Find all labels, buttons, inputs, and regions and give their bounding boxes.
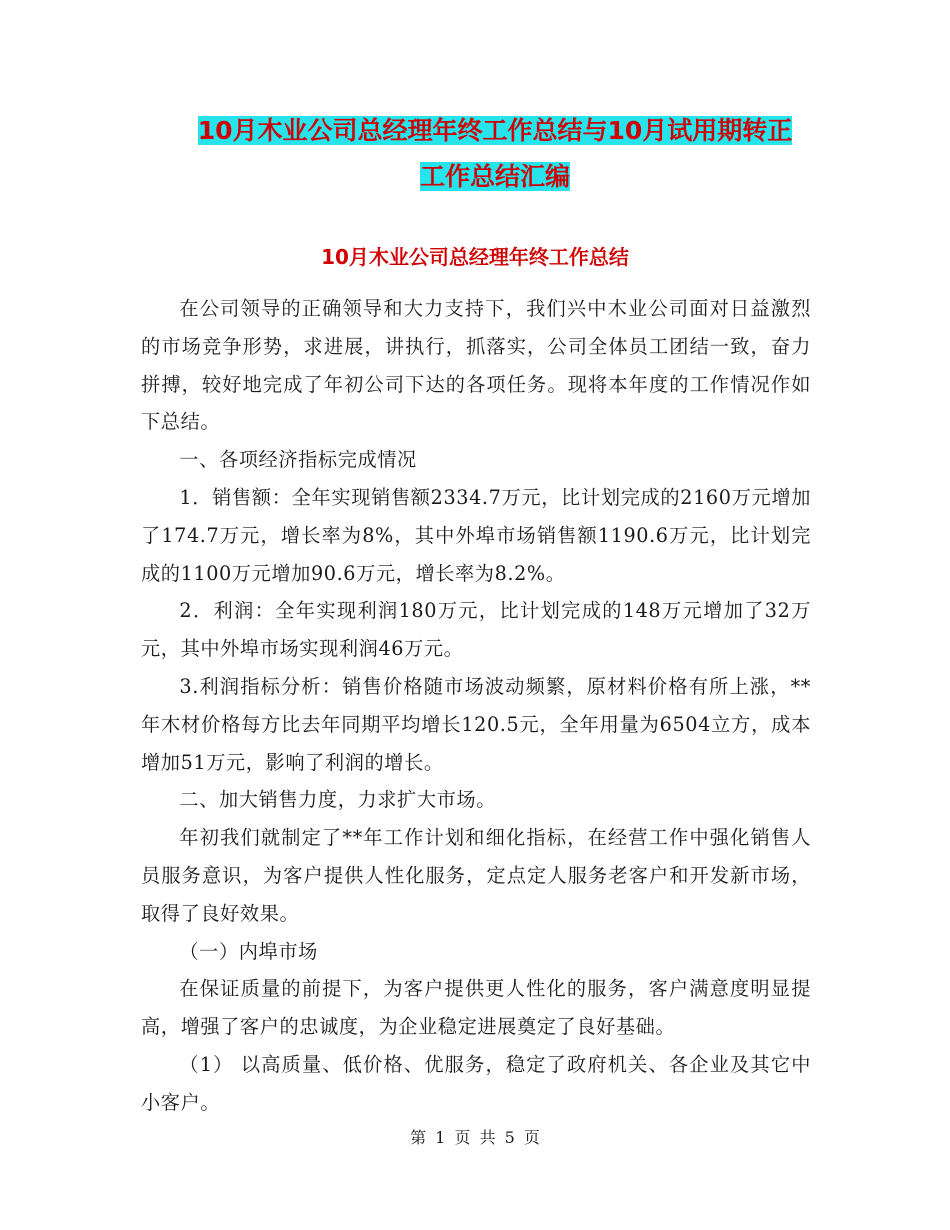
paragraph-profit-analysis: 3.利润指标分析：销售价格随市场波动频繁，原材料价格有所上涨，**年木材价格每方比去年同期平均增长120.5元，全年用量为6504立方，成本增加51万元，影响了利润的增长。 [141, 674, 811, 774]
paragraph-item-1: （1） 以高质量、低价格、优服务，稳定了政府机关、各企业及其它中小客户。 [141, 1052, 811, 1114]
paragraph-heading-1: 一、各项经济指标完成情况 [179, 448, 417, 472]
paragraph-sales: 1．销售额：全年实现销售额2334.7万元，比计划完成的2160万元增加了174.7万元，增长率为8%，其中外埠市场销售额1190.6万元，比计划完成的1100万元增加90.6万元，增长率为8.2%。 [141, 485, 811, 585]
paragraph-plan: 年初我们就制定了**年工作计划和细化指标，在经营工作中强化销售人员服务意识，为客户提供人性化服务，定点定人服务老客户和开发新市场，取得了良好效果。 [141, 826, 811, 925]
document-title-line-2: 工作总结汇编 [419, 162, 570, 191]
page-number: 第 1 页 共 5 页 [410, 1128, 540, 1147]
document-title [140, 108, 850, 200]
paragraph-profit: 2．利润：全年实现利润180万元，比计划完成的148万元增加了32万元，其中外埠市场实现利润46万元。 [141, 599, 811, 661]
document-title-line-1: 10月木业公司总经理年终工作总结与10月试用期转正 [197, 116, 793, 145]
paragraph-inner-market: 在保证质量的前提下，为客户提供更人性化的服务，客户满意度明显提高，增强了客户的忠诚度，为企业稳定进展奠定了良好基础。 [141, 977, 811, 1039]
paragraph-subheading-inner-market: （一）内埠市场 [179, 939, 318, 963]
paragraph-intro: 在公司领导的正确领导和大力支持下，我们兴中木业公司面对日益激烈的市场竞争形势，求进展，讲执行，抓落实，公司全体员工团结一致，奋力拼搏，较好地完成了年初公司下达的各项任务。现将本年度的工作情况作如下总结。 [141, 297, 811, 434]
section-title: 10月木业公司总经理年终工作总结 [321, 245, 629, 269]
document-body [141, 290, 811, 1122]
paragraph-heading-2: 二、加大销售力度，力求扩大市场。 [179, 788, 496, 812]
